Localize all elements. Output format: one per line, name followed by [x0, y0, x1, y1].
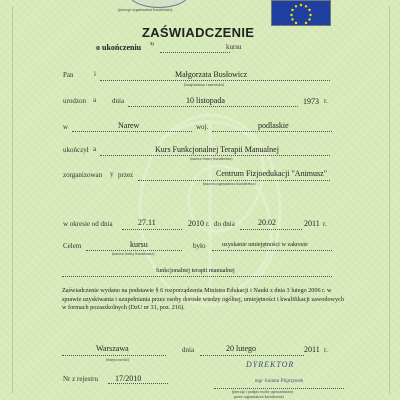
issue-date-label: dnia [182, 346, 195, 354]
birth-year: 1973 [303, 97, 319, 106]
end-date-line [240, 229, 302, 230]
document-title: ZAŚWIADCZENIE [142, 25, 255, 40]
end-date: 20.02 [258, 218, 276, 227]
day-label: dnia [112, 97, 125, 105]
to-label: do dnia [214, 220, 235, 228]
course-caption: (nazwa formy kształcenia) [190, 156, 233, 161]
signature-caption-1: (pieczęć i podpis osoby upoważnionej [232, 389, 294, 394]
eu-flag-icon [271, 0, 331, 26]
goal-text-line [212, 250, 332, 251]
place-footer-line [62, 355, 166, 356]
name-line [100, 80, 330, 81]
birth-place: Narew [118, 121, 140, 130]
director-stamp: DYREKTOR [246, 360, 295, 369]
start-year: 2010 [188, 219, 204, 228]
period-label: w okresie od dnia [63, 220, 113, 228]
organizer-caption: (nazwa organizatora kształcenia) [203, 181, 256, 186]
goal-text: uzyskanie umiejętności w zakresie [222, 241, 308, 248]
voivodeship: podlaskie [258, 121, 289, 130]
goal-label: Celem [63, 242, 82, 250]
organizer-name: Centrum Fizjoedukacji "Animusz" [216, 169, 327, 178]
seal-caption: (pieczęć organizatora kształcenia) [118, 7, 173, 12]
start-year-suffix: r. [206, 220, 210, 228]
registry-line [108, 383, 168, 384]
subtitle-field: kursu [226, 43, 242, 51]
issue-place: Warszawa [96, 344, 129, 353]
organized-by: przez [118, 171, 134, 179]
course-name: Kurs Funkcjonalnej Terapii Manualnej [155, 145, 279, 154]
goal-value: kursu [130, 240, 148, 249]
birth-date: 10 listopada [186, 96, 225, 105]
in-label: w [63, 123, 69, 131]
issue-year: 2011 [304, 345, 320, 354]
issue-year-suffix: r. [324, 346, 328, 354]
subtitle-line [160, 52, 230, 53]
signature-caption-2: przez organizatora kształcenia) [234, 394, 284, 399]
voiv-label: woj. [196, 123, 209, 131]
issue-date-line [200, 355, 304, 356]
organized-marker: y [110, 170, 114, 178]
born-label: urodzon [63, 97, 86, 105]
holder-name: Małgorzata Busłowicz [175, 70, 248, 79]
completed-marker: a [93, 145, 97, 153]
director-name: mgr Jolanta Pilgrzymek [255, 379, 304, 384]
organized-label: zorganizowan [63, 171, 103, 179]
start-date-line [122, 229, 182, 230]
birth-date-line [128, 106, 298, 107]
issue-date: 20 lutego [226, 344, 256, 353]
end-year-suffix: r. [323, 220, 327, 228]
pan-label: Pan [63, 71, 74, 79]
goal-text2-line [62, 276, 332, 277]
registry-number: 17/2010 [115, 374, 142, 383]
end-year: 2011 [304, 219, 320, 228]
completed-label: ukończył [63, 146, 89, 154]
born-marker: a [93, 96, 97, 104]
pan-marker: i [94, 70, 96, 78]
birth-year-suffix: r. [324, 97, 328, 105]
place-caption: (miejscowość) [106, 357, 130, 362]
voiv-line [212, 131, 332, 132]
was-label: było [193, 242, 206, 250]
start-date: 27.11 [138, 218, 156, 227]
registry-label: Nr z rejestru [63, 375, 98, 383]
subtitle: o ukończeniu [96, 43, 142, 52]
goal-text2: funkcjonalnej terapii manualnej [156, 267, 235, 274]
subtitle-footnote: 1) [150, 41, 154, 46]
name-caption: (imię/imiona i nazwisko) [184, 82, 225, 87]
legal-text: Zaświadczenie wydano na podstawie § 6 rozporządzenia Ministra Edukacji i Nauki z dnia 3 lutego 2006 r. w sprawie uzyskiwania i uzupełniania przez osoby dorosłe wiedzy ogólnej, umiejętności i kwalifikacji zawodowych w formach pozaszkolnych (DzU nr 31, poz. 216). [62, 287, 344, 312]
goal-caption: (nazwa formy kształcenia) [112, 251, 155, 256]
place-line [72, 131, 192, 132]
